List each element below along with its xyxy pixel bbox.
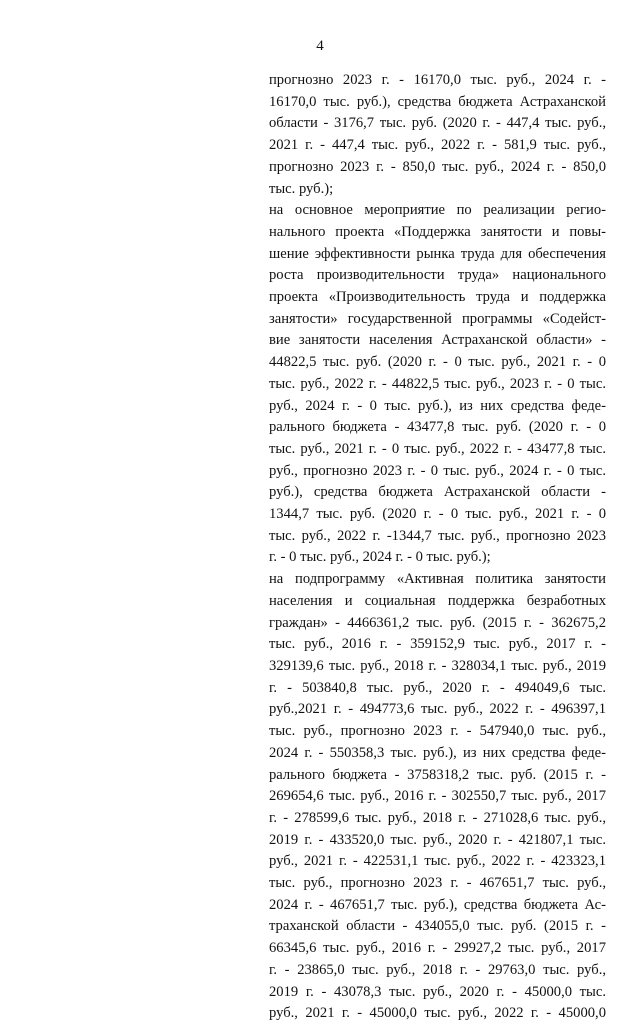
text-line: 2024 г. - 467651,7 тыс. руб.), средства бюджета Ас-	[269, 896, 606, 913]
text-line: населения и социальная поддержка безработных	[269, 592, 606, 609]
text-line: руб., 2021 г. - 422531,1 тыс. руб., 2022 г. - 423323,1	[269, 853, 606, 870]
text-line: траханской области - 434055,0 тыс. руб. (2015 г. -	[269, 918, 606, 935]
text-line: руб.,2021 г. - 494773,6 тыс. руб., 2022 г. - 496397,1	[269, 701, 606, 718]
text-line: г. - 278599,6 тыс. руб., 2018 г. - 271028,6 тыс. руб.,	[269, 809, 606, 826]
text-line: 2019 г. - 43078,3 тыс. руб., 2020 г. - 45000,0 тыс.	[269, 983, 606, 1000]
text-line: г. - 23865,0 тыс. руб., 2018 г. - 29763,0 тыс. руб.,	[269, 961, 606, 978]
text-line: руб., прогнозно 2023 г. - 0 тыс. руб., 2024 г. - 0 тыс.	[269, 462, 606, 479]
text-line: 66345,6 тыс. руб., 2016 г. - 29927,2 тыс. руб., 2017	[269, 940, 606, 957]
page-number: 4	[316, 38, 324, 54]
text-line: 329139,6 тыс. руб., 2018 г. - 328034,1 тыс. руб., 2019	[269, 657, 606, 674]
text-line: тыс. руб., 2022 г. -1344,7 тыс. руб., прогнозно 2023	[269, 527, 606, 544]
text-line: тыс. руб.);	[269, 180, 334, 197]
text-line: области - 3176,7 тыс. руб. (2020 г. - 447,4 тыс. руб.,	[269, 115, 606, 132]
text-line: граждан» - 4466361,2 тыс. руб. (2015 г. - 362675,2	[269, 614, 606, 631]
text-line: проекта «Производительность труда и поддержка	[269, 289, 606, 306]
text-line: руб., 2021 г. - 45000,0 тыс. руб., 2022 г. - 45000,0	[269, 1005, 606, 1022]
text-line: тыс. руб., прогнозно 2023 г. - 467651,7 тыс. руб.,	[269, 875, 606, 892]
text-line: вие занятости населения Астраханской области» -	[269, 332, 606, 349]
text-line: 44822,5 тыс. руб. (2020 г. - 0 тыс. руб., 2021 г. - 0	[269, 354, 606, 371]
text-line: 1344,7 тыс. руб. (2020 г. - 0 тыс. руб., 2021 г. - 0	[269, 506, 606, 523]
text-line: 2019 г. - 433520,0 тыс. руб., 2020 г. - 421807,1 тыс.	[269, 831, 606, 848]
body-text	[269, 70, 606, 1025]
text-line: прогнозно 2023 г. - 850,0 тыс. руб., 2024 г. - 850,0	[269, 158, 606, 175]
text-line: тыс. руб., 2022 г. - 44822,5 тыс. руб., 2023 г. - 0 тыс.	[269, 375, 606, 392]
text-line: 16170,0 тыс. руб.), средства бюджета Астраханской	[269, 93, 606, 110]
text-line: на подпрограмму «Активная политика занятости	[269, 571, 606, 588]
text-line: рального бюджета - 43477,8 тыс. руб. (2020 г. - 0	[269, 419, 606, 436]
text-line: 2021 г. - 447,4 тыс. руб., 2022 г. - 581,9 тыс. руб.,	[269, 137, 606, 154]
text-line: тыс. руб., 2016 г. - 359152,9 тыс. руб., 2017 г. -	[269, 636, 606, 653]
text-line: г. - 503840,8 тыс. руб., 2020 г. - 494049,6 тыс.	[269, 679, 606, 696]
text-line: рального бюджета - 3758318,2 тыс. руб. (2015 г. -	[269, 766, 606, 783]
text-line: 2024 г. - 550358,3 тыс. руб.), из них средства феде-	[269, 744, 606, 761]
text-line: занятости» государственной программы «Содейст-	[269, 310, 606, 327]
text-line: руб., 2024 г. - 0 тыс. руб.), из них средства феде-	[269, 397, 606, 414]
text-line: руб.), средства бюджета Астраханской области -	[269, 484, 606, 501]
text-line: прогнозно 2023 г. - 16170,0 тыс. руб., 2024 г. -	[269, 72, 606, 88]
text-line: на основное мероприятие по реализации регио-	[269, 202, 606, 219]
text-line: нального проекта «Поддержка занятости и повы-	[269, 223, 606, 240]
text-line: тыс. руб., прогнозно 2023 г. - 547940,0 тыс. руб.,	[269, 723, 606, 740]
text-line: г. - 0 тыс. руб., 2024 г. - 0 тыс. руб.);	[269, 549, 491, 566]
text-line: шение эффективности рынка труда для обеспечения	[269, 245, 606, 262]
text-line: 269654,6 тыс. руб., 2016 г. - 302550,7 тыс. руб., 2017	[269, 788, 606, 805]
text-line: роста производительности труда» национального	[269, 267, 606, 284]
text-line: тыс. руб., 2021 г. - 0 тыс. руб., 2022 г. - 43477,8 тыс.	[269, 440, 606, 457]
